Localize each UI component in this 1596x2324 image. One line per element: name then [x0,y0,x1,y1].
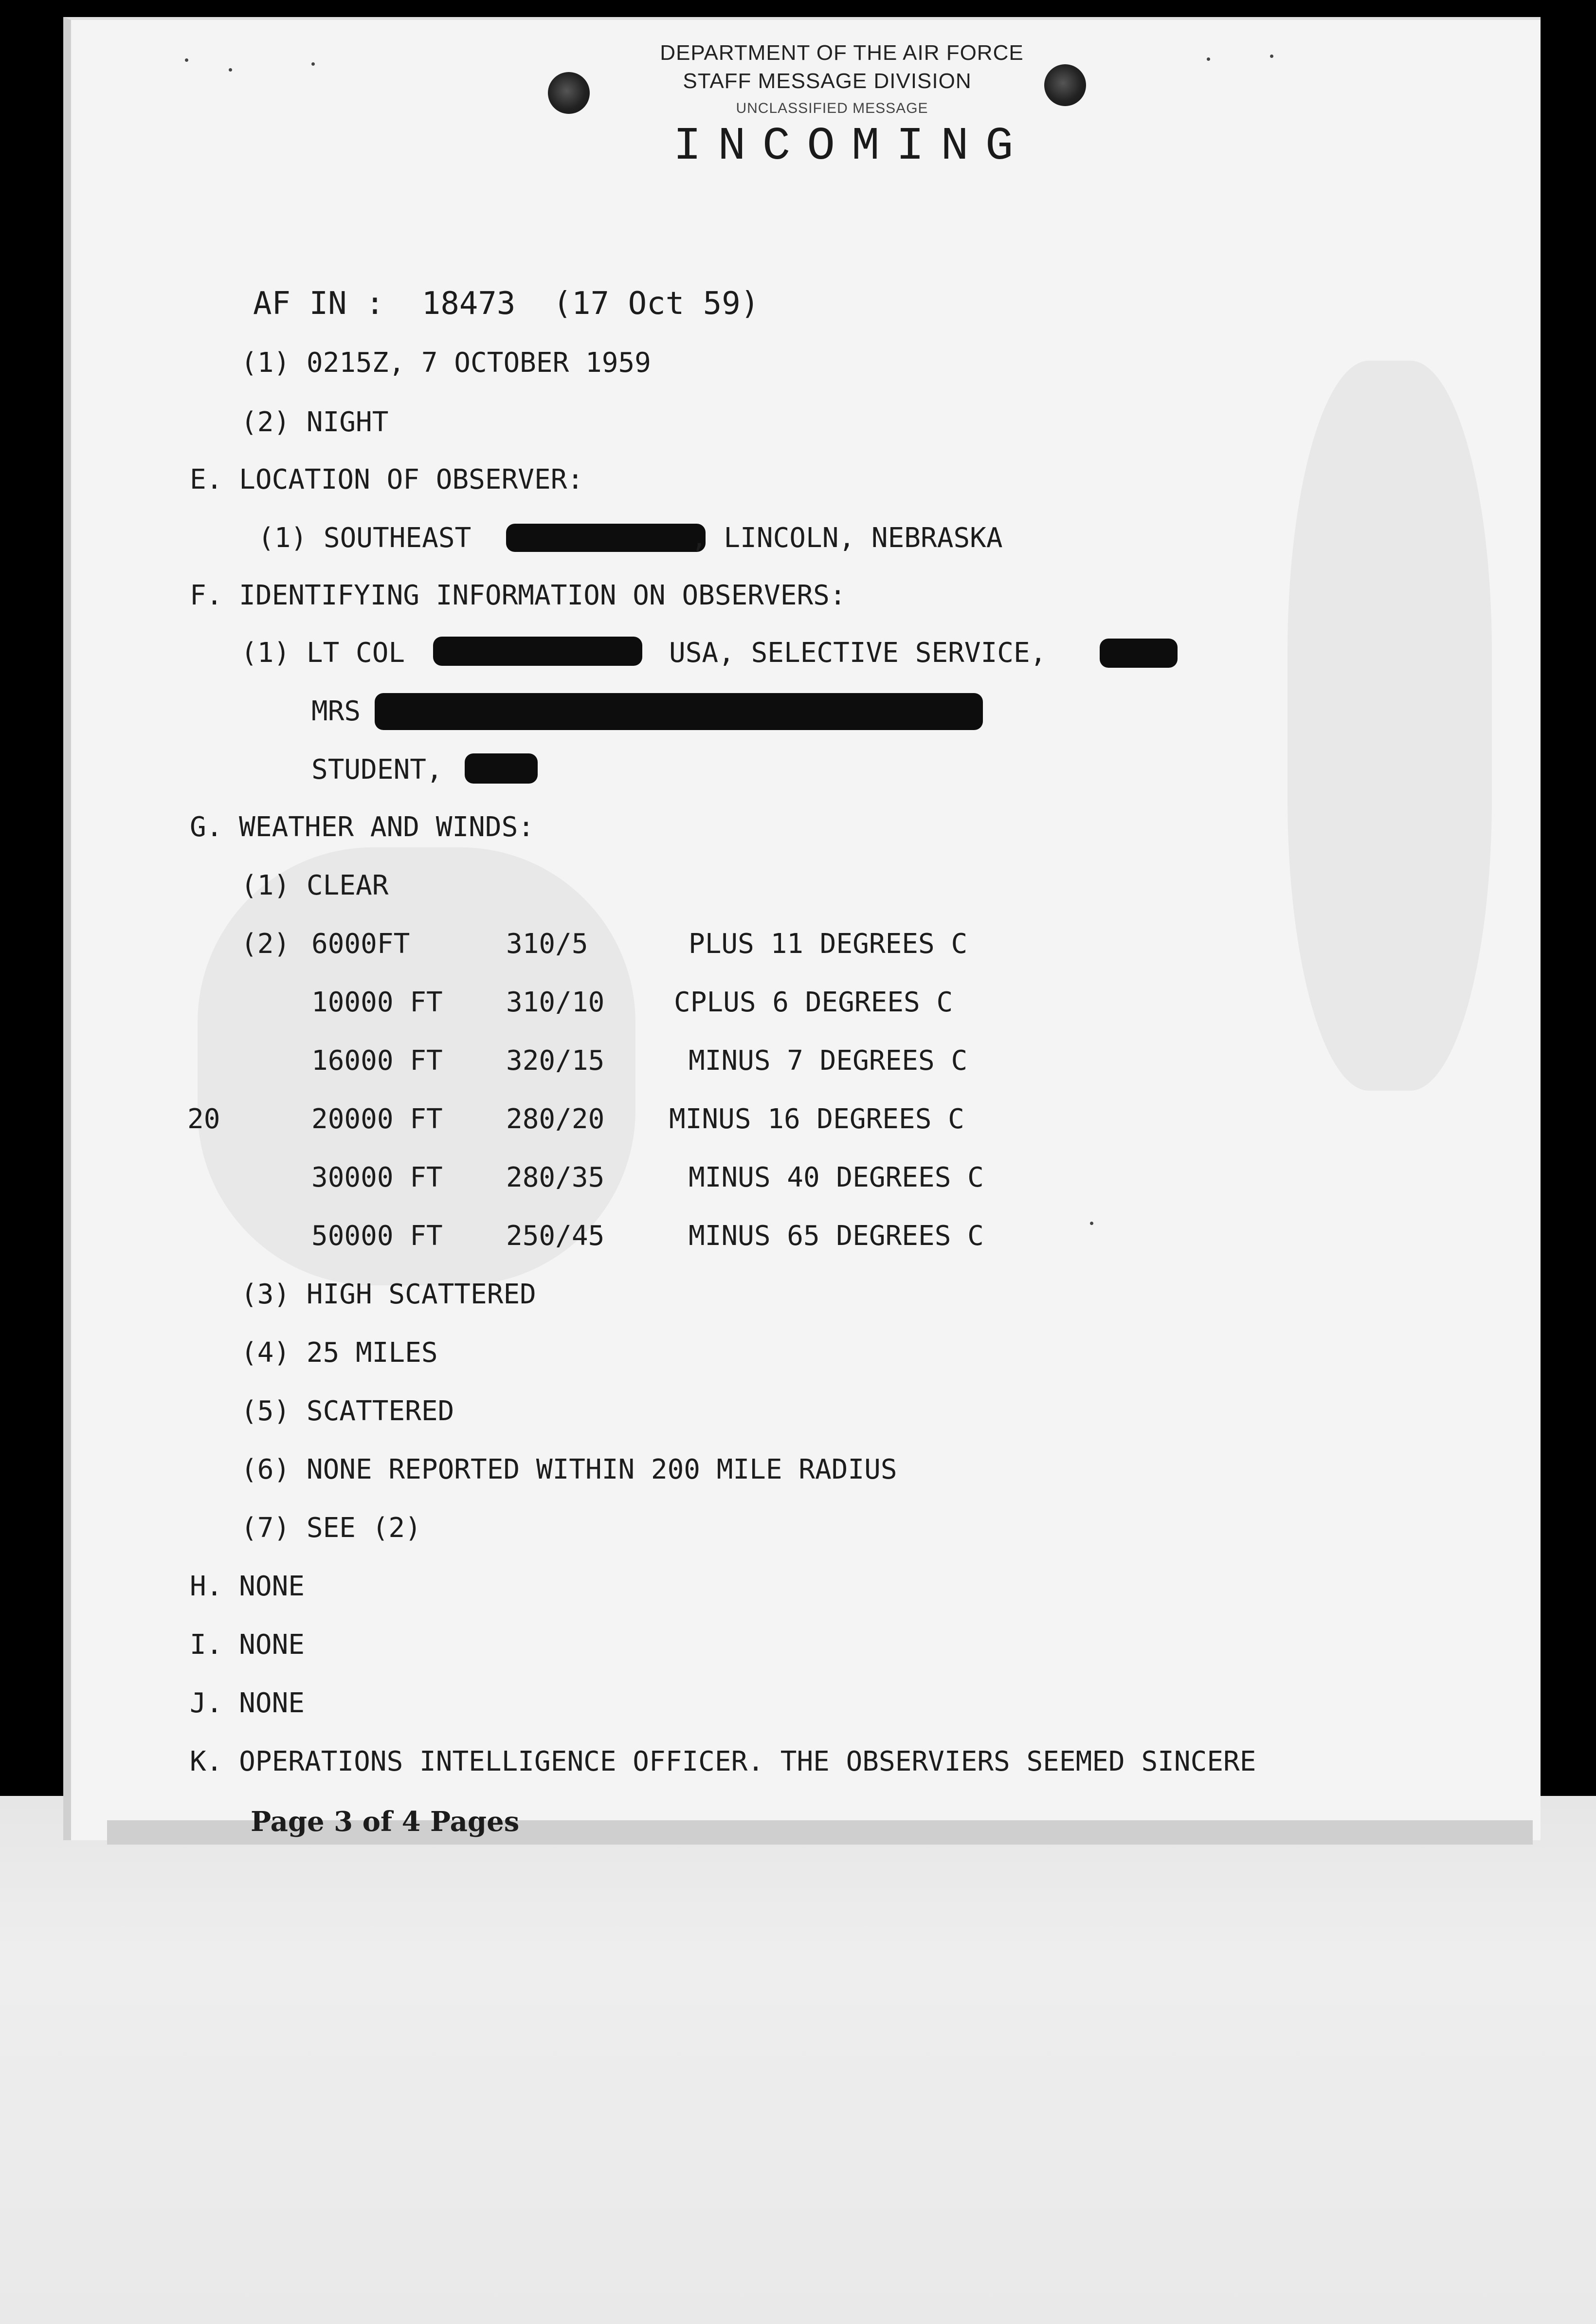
weather-item-7: (7) SEE (2) [241,1512,421,1544]
wind-altitude: 6000FT [311,928,410,960]
wind-temperature: MINUS 40 DEGREES C [689,1162,984,1193]
af-in-reference: AF IN : 18473 (17 Oct 59) [253,286,760,322]
department-heading: DEPARTMENT OF THE AIR FORCE [660,41,1024,65]
wind-temperature: MINUS 16 DEGREES C [669,1103,964,1135]
section-f-heading: F. IDENTIFYING INFORMATION ON OBSERVERS: [190,580,846,611]
observer-location-suffix: , LINCOLN, NEBRASKA [691,522,1003,554]
section-k: K. OPERATIONS INTELLIGENCE OFFICER. THE OBSERVIERS SEEMED SINCERE [190,1746,1256,1777]
wind-direction: 310/10 [506,987,605,1018]
page-number: Page 3 of 4 Pages [251,1806,520,1838]
wind-altitude: 20000 FT [311,1103,443,1135]
wind-altitude: 50000 FT [311,1220,443,1252]
winds-label: (2) [241,928,290,960]
wind-temperature: MINUS 65 DEGREES C [689,1220,984,1252]
observer-location-prefix: (1) SOUTHEAST [258,522,472,554]
weather-item-5: (5) SCATTERED [241,1395,454,1427]
observer-3-prefix: STUDENT, [311,754,443,786]
classification-label: UNCLASSIFIED MESSAGE [736,100,928,116]
weather-item-6: (6) NONE REPORTED WITHIN 200 MILE RADIUS [241,1454,897,1485]
weather-clear: (1) CLEAR [241,870,389,901]
line-time: (1) 0215Z, 7 OCTOBER 1959 [241,347,651,379]
section-e-heading: E. LOCATION OF OBSERVER: [190,464,584,495]
redaction-bar [506,524,706,552]
wind-direction: 280/35 [506,1162,605,1193]
wind-direction: 310/5 [506,928,588,960]
wind-direction: 280/20 [506,1103,605,1135]
weather-item-3: (3) HIGH SCATTERED [241,1279,536,1310]
observer-2-prefix: MRS [311,695,361,727]
backing-sheet [0,1796,1596,2324]
section-g-heading: G. WEATHER AND WINDS: [190,811,535,843]
redaction-bar [433,637,642,666]
line-night: (2) NIGHT [241,406,389,438]
wind-altitude: 16000 FT [311,1045,443,1077]
observer-1-prefix: (1) LT COL [241,637,405,669]
wind-altitude: 10000 FT [311,987,443,1018]
weather-item-4: (4) 25 MILES [241,1337,438,1369]
wind-temperature: PLUS 11 DEGREES C [689,928,968,960]
speck [1090,1222,1093,1225]
wind-direction: 250/45 [506,1220,605,1252]
redaction-bar [1100,639,1178,668]
wind-direction: 320/15 [506,1045,605,1077]
toner-stain [1288,361,1492,1091]
observer-1-suffix: USA, SELECTIVE SERVICE, [669,637,1047,669]
wind-altitude: 30000 FT [311,1162,443,1193]
section-h: H. NONE [190,1571,305,1602]
redaction-bar [375,693,983,730]
wind-temperature: MINUS 7 DEGREES C [689,1045,968,1077]
margin-note: 20 [187,1103,220,1135]
redaction-bar [465,753,538,784]
division-heading: STAFF MESSAGE DIVISION [683,69,972,93]
section-i: I. NONE [190,1629,305,1661]
wind-temperature: CPLUS 6 DEGREES C [674,987,953,1018]
message-type-heading: INCOMING [673,120,1030,173]
section-j: J. NONE [190,1687,305,1719]
